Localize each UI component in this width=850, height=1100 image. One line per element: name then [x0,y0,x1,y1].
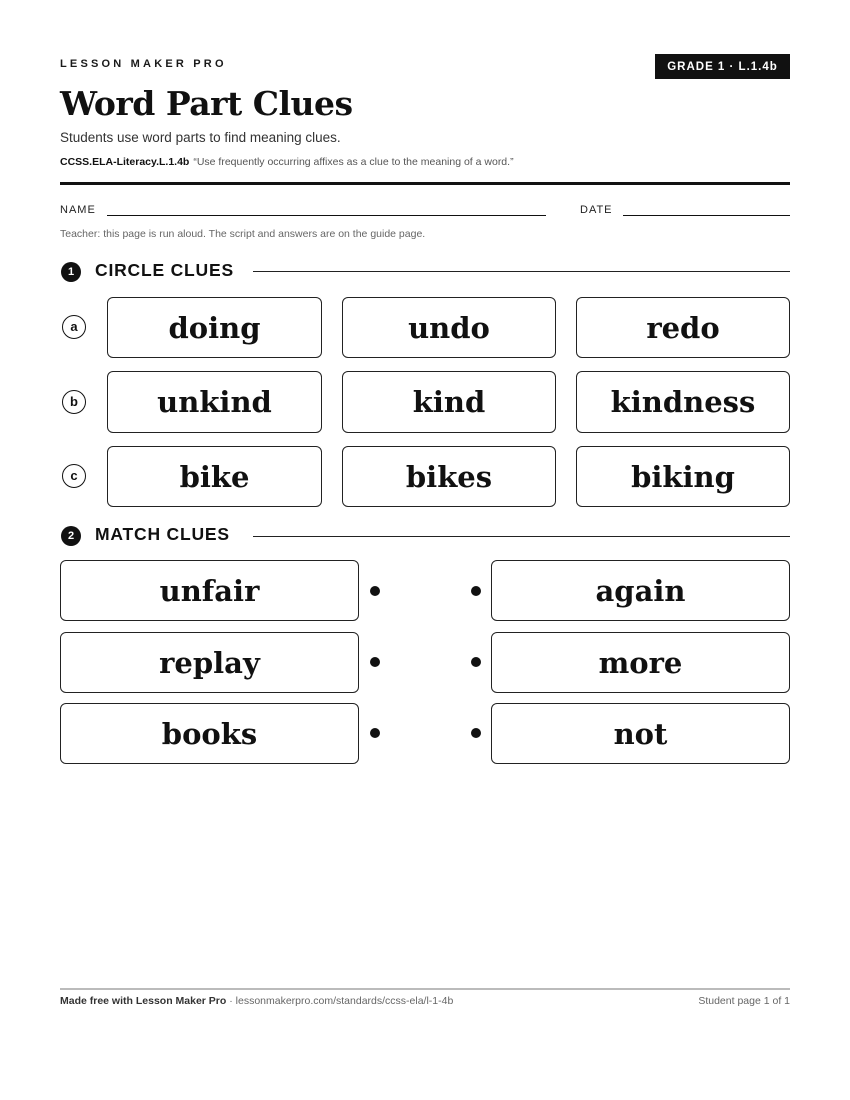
word-card[interactable]: kindness [576,371,790,433]
match-left-dot[interactable] [370,586,380,596]
row-marker-c: c [62,464,86,488]
section-2-rule [253,536,790,537]
word-card[interactable]: kind [342,371,556,433]
row-marker-a: a [62,315,86,339]
word-card[interactable]: bikes [342,446,556,507]
header-divider [60,182,790,185]
match-left-dot[interactable] [370,728,380,738]
page-title: Word Part Clues [60,84,353,123]
standard-code: CCSS.ELA-Literacy.L.1.4b [60,156,190,168]
match-right-card[interactable]: not [491,703,790,764]
match-right-card[interactable]: more [491,632,790,693]
word-card[interactable]: unkind [107,371,322,433]
match-right-card[interactable]: again [491,560,790,621]
match-right-dot[interactable] [471,728,481,738]
section-1-number: 1 [61,262,81,282]
brand-name: LESSON MAKER PRO [60,58,227,70]
standard-line [60,156,514,168]
footer-made-with: Made free with Lesson Maker Pro [60,995,227,1007]
section-1-rule [253,271,790,272]
match-left-card[interactable]: books [60,703,359,764]
row-marker-b: b [62,390,86,414]
page-subtitle: Students use word parts to find meaning clues. [60,130,341,145]
section-1-title: CIRCLE CLUES [95,260,234,280]
word-card[interactable]: bike [107,446,322,507]
standard-quote: “Use frequently occurring affixes as a clue to the meaning of a word.” [193,156,514,168]
name-field[interactable] [107,215,546,216]
name-label: NAME [60,204,96,216]
footer-divider [60,988,790,990]
footer-page-number: Student page 1 of 1 [698,995,790,1007]
footer-url[interactable]: · lessonmakerpro.com/standards/ccss-ela/l-1-4b [226,995,454,1007]
match-left-dot[interactable] [370,657,380,667]
word-card[interactable]: redo [576,297,790,358]
footer-credit [60,995,453,1007]
match-left-card[interactable]: unfair [60,560,359,621]
word-card[interactable]: doing [107,297,322,358]
word-card[interactable]: biking [576,446,790,507]
match-left-card[interactable]: replay [60,632,359,693]
date-label: DATE [580,204,613,216]
grade-badge: GRADE 1 · L.1.4b [655,54,790,79]
word-card[interactable]: undo [342,297,556,358]
match-right-dot[interactable] [471,586,481,596]
section-2-title: MATCH CLUES [95,524,230,544]
match-right-dot[interactable] [471,657,481,667]
date-field[interactable] [623,215,790,216]
section-2-number: 2 [61,526,81,546]
teacher-note: Teacher: this page is run aloud. The script and answers are on the guide page. [60,228,426,240]
